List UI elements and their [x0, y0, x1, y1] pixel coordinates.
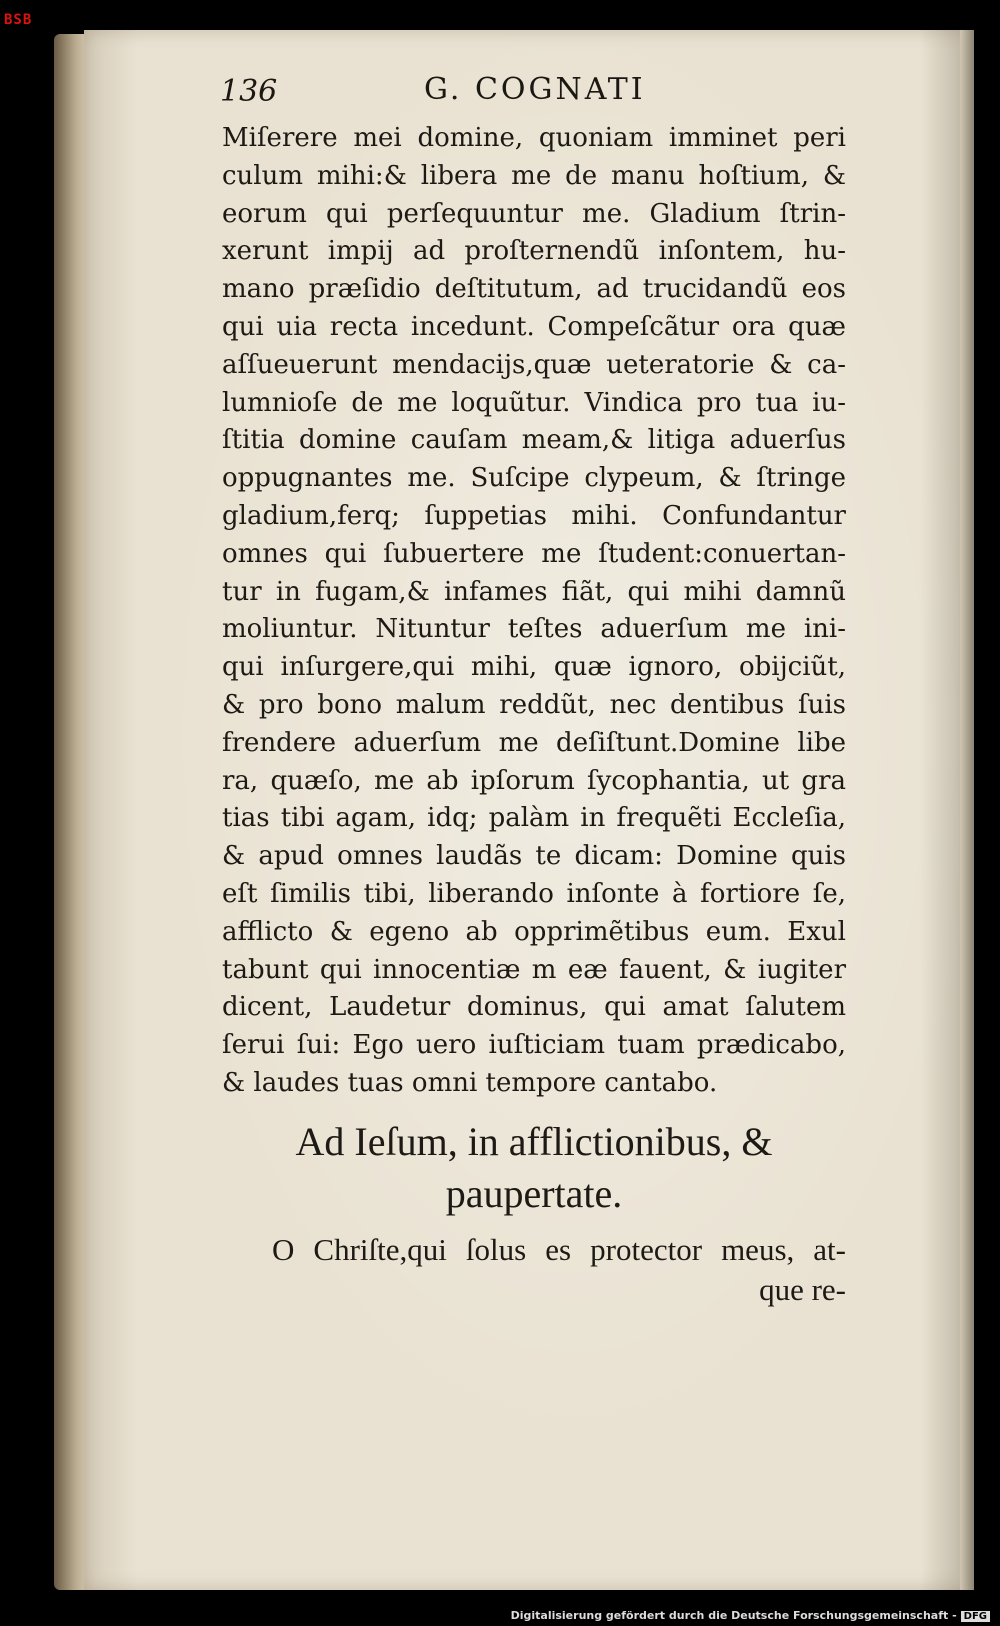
text-line: tabunt qui innocentiæ m eæ fauent, & iugiter [222, 954, 846, 985]
heading-line: Ad Ieſum, in afflictionibus, & [295, 1119, 773, 1164]
text-line: afflicto & egeno ab opprimẽtibus eum. Exul [222, 916, 846, 947]
dfg-logo: DFG [961, 1611, 990, 1622]
text-line: qui inſurgere,qui mihi, quæ ignoro, obijciũt, [222, 652, 846, 683]
text-line: oppugnantes me. Suſcipe clypeum, & ſtringe [222, 463, 846, 494]
text-line: eſt ſimilis tibi, liberando inſonte à fortiore ſe, [222, 878, 846, 909]
credit-text: Digitalisierung gefördert durch die Deutsche Forschungsgemeinschaft - [510, 1609, 957, 1622]
text-line: & pro bono malum reddũt, nec dentibus ſuis [222, 689, 846, 720]
running-head: G. COGNATI [424, 72, 646, 107]
text-line: qui uia recta incedunt. Compeſcãtur ora quæ [222, 311, 846, 342]
text-line: mano præſidio deſtitutum, ad trucidandũ eos [222, 274, 846, 305]
prayer-first-line: O Chriſte,qui ſolus es protector meus, at- [272, 1232, 846, 1267]
prayer-opening [222, 1230, 846, 1310]
section-heading [222, 1116, 846, 1220]
page-number: 136 [220, 74, 278, 109]
text-line: ra, quæſo, me ab ipſorum ſycophantia, ut gra [222, 765, 846, 796]
text-line: aſſueuerunt mendacijs,quæ ueteratorie & ca- [222, 349, 846, 380]
text-line: tias tibi agam, idq; palàm in frequẽti Eccleſia, [222, 803, 846, 834]
text-line: omnes qui ſubuertere me ſtudent:conuertan- [222, 538, 846, 569]
bsb-logo: BSB [4, 12, 33, 28]
text-line: tur in fugam,& infames fiãt, qui mihi damnũ [222, 576, 846, 607]
page-header [220, 72, 800, 112]
text-line: xerunt impij ad proſternendũ inſontem, hu- [222, 236, 846, 267]
text-line: moliuntur. Nituntur teſtes aduerſum me ini- [222, 614, 846, 645]
text-line: ſerui ſui: Ego uero iuſticiam tuam prædicabo, [222, 1030, 846, 1061]
text-line: frendere aduerſum me deſiſtunt.Domine libe [222, 727, 846, 758]
text-line: Miſerere mei domine, quoniam imminet peri [222, 123, 846, 153]
digitization-credit [511, 1609, 990, 1622]
catchword: que re- [759, 1272, 846, 1307]
text-line: dicent, Laudetur dominus, qui amat ſalutem [222, 992, 846, 1023]
text-line: lumnioſe de me loquũtur. Vindica pro tua iu- [222, 387, 846, 418]
page-gutter-shadow [960, 30, 974, 1590]
text-line: culum mihi:& libera me de manu hoſtium, & [222, 160, 846, 191]
text-line: gladium,ferq; ſuppetias mihi. Confundantur [222, 500, 846, 531]
text-line: eorum qui perſequuntur me. Gladium ſtrin- [222, 198, 846, 229]
body-text [222, 120, 846, 1103]
heading-line: paupertate. [445, 1171, 623, 1216]
text-line: ſtitia domine cauſam meam,& litiga aduerſus [222, 425, 846, 456]
text-line: & apud omnes laudãs te dicam: Domine quis [222, 841, 846, 872]
text-line: & laudes tuas omni tempore cantabo. [222, 1067, 718, 1098]
